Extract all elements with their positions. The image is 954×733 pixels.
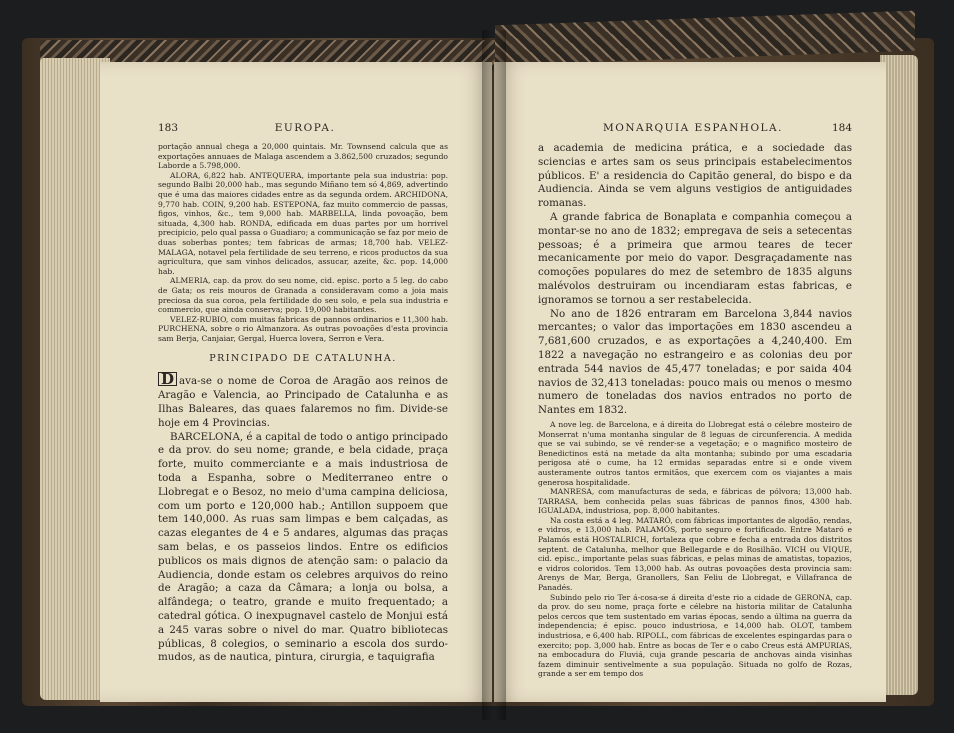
paragraph: Na costa está a 4 leg. MATARÓ, com fábricas importantes de algodão, rendas, e vidros, e 13,000 hab. PALAMÓS, porto seguro e fortificado. Entre Mataró e Palamós está HOSTALRICH, fortaleza que cobre e fecha a entrada dos distritos septent. de Catalunha, melhor que Bellegarde e do Rosilhão. VICH ou VIQUE, cid. episc., importante pelas suas fábricas, e pelas minas de amatistas, topazios, e vidros coloridos. Tem 13,000 hab. As outras povoações desta provincia sam: Arenys de Mar, Berga, Granollers, San Feliu de Llobregat, e Villafranca de Panadés. bbox=[538, 515, 852, 593]
left-head-title: EUROPA. bbox=[274, 122, 336, 134]
paragraph: VELEZ-RUBIO, com muitas fabricas de pannos ordinarios e 11,300 hab. PURCHENA, sobre o rio Almanzora. As outras povoações d'esta provincia sam Berja, Canjaiar, Gergal, Huerca lovera, Serron e Vera. bbox=[158, 314, 448, 343]
left-small-text bbox=[158, 142, 448, 343]
paragraph: ALORA, 6,822 hab. ANTEQUERA, importante pela sua industria: pop. segundo Balbi 20,000 hab., mas segundo Miñano tem só 4,869, advertindo que é uma das maiores cidades entre as da segunda ordem. ARCHIDONA, 9,770 hab. COIN, 9,200 hab. ESTEPONA, faz muito commercio de passas, figos, vinhos, &c., tem 9,000 hab. MARBELLA, linda povoação, bem situada, 4,300 hab. RONDA, edificada em duas partes por um horrivel precipicio, pelo qual passa o Guadiaro; a communicação se faz por meio de duas soberbas pontes; tem fabricas de armas; 18,700 hab. VELEZ-MALAGA, notavel pela fertilidade de seu terreno, e ricos productos da sua agricultura, que sam vinhos delicados, assucar, azeite, &c. pop. 14,000 hab. bbox=[158, 170, 448, 276]
paragraph-text: ava-se o nome de Coroa de Aragão aos reinos de Aragão e Valencia, ao Principado de Catalunha e as Ilhas Baleares, das quaes falaremos no fim. Divide-se hoje em 4 Provincias. bbox=[158, 375, 448, 429]
section-title: PRINCIPADO DE CATALUNHA. bbox=[209, 353, 397, 365]
right-page-number: 184 bbox=[831, 122, 852, 134]
left-page-number: 183 bbox=[158, 122, 179, 134]
right-head-title: MONARQUIA ESPANHOLA. bbox=[603, 122, 783, 134]
left-page bbox=[100, 62, 492, 702]
paragraph: A nove leg. de Barcelona, e á direita do Llobregat está o célebre mosteiro de Monserrat n'uma montanha singular de 8 leguas de circunferencia. A medida que se vai subindo, se vê render-se a vegetação; e o magnifico mosteiro de Benedictinos está na metade da alta montanha; subindo por uma escadaria perigosa até o cume, ha 12 ermidas separadas entre si e onde vivem austeramente outros tantos ermitãos, que exercem com os viajantes a mais generosa hospitalidade. bbox=[538, 419, 852, 487]
paragraph: Subindo pelo rio Ter á-cosa-se á direita d'este rio a cidade de GERONA, cap. da prov. do seu nome, praça forte e célebre na historia militar de Catalunha pelos cercos que tem sustentado em varias épocas, sendo a última na guerra da independencia; é episc. pouco industriosa, e 14,000 hab. OLOT, tambem industriosa, e 6,400 hab. RIPOLL, com fábricas de excelentes espingardas para o exercito; pop. 3,000 hab. Entre as bocas de Ter e o cabo Creus está AMPURIAS, na embocadura do Fluviá, cuja grande pescaria de anchovas ainda visinhas fazem diminuir sentivelmente a sua população. Situada no golfo de Rozas, grande a ser em tempo dos bbox=[538, 592, 852, 679]
paragraph: a academia de medicina prática, e a sociedade das sciencias e artes sam os seus principais estabelecimentos públicos. E' a residencia do Capitão general, do bispo e da Audiencia. Ainda se vem alguns vestigios de antiguidades romanas. bbox=[538, 142, 852, 210]
paragraph: MANRESA, com manufacturas de seda, e fábricas de pólvora; 13,000 hab. TARRASA, bem conhecida pelas suas fábricas de pannos finos, 4300 hab. IGUALADA, industriosa, pop. 8,000 habitantes. bbox=[538, 487, 852, 516]
right-large-text bbox=[538, 142, 852, 418]
left-large-text bbox=[158, 372, 448, 665]
paragraph bbox=[158, 372, 448, 430]
paragraph: portação annual chega a 20,000 quintais. Mr. Townsend calcula que as exportações annuaes de Malaga ascendem a 3.862,500 cruzados; segundo Laborde a 5.798,000. bbox=[158, 142, 448, 171]
left-running-head bbox=[158, 122, 448, 134]
paragraph: ALMERIA, cap. da prov. do seu nome, cid. episc. porto a 5 leg. do cabo de Gata; os reis mouros de Granada a consideravam como a joia mais preciosa da sua coroa, pela fertilidade do seu solo, e pela sua industria e commercio, que ainda conserva; pop. 19,000 habitantes. bbox=[158, 276, 448, 315]
right-running-head bbox=[538, 122, 852, 134]
drop-cap: D bbox=[158, 372, 177, 386]
right-page bbox=[494, 62, 886, 702]
paragraph: BARCELONA, é a capital de todo o antigo principado e da prov. do seu nome; grande, e bela cidade, praça forte, muito commerciante e a mais industriosa de toda a Espanha, sobre o Mediterraneo entre o Llobregat e o Besoz, no meio d'uma campina deliciosa, com um porto e 120,000 hab.; Antillon suppoem que tem 140,000. As ruas sam limpas e bem calçadas, as cazas elegantes de 4 e 5 andares, algumas das praças sam belas, e os passeios lindos. Entre os edificios publicos os mais dignos de atenção sam: o palacio da Audiencia, donde estam os celebres arquivos do reino de Aragão; a caza da Câmara; a lonja ou bolsa, a alfândega; o teatro, grande e muito frequentado; a catedral gótica. O inexpugnavel castelo de Monjui está a 245 varas sobre o nivel do mar. Quatro bibliotecas públicas, 8 colegios, o seminario a escola dos surdo-mudos, as de nautica, pintura, cirurgia, e taquigrafia bbox=[158, 430, 448, 664]
right-small-text bbox=[538, 420, 852, 679]
paragraph: A grande fabrica de Bonaplata e companhia começou a montar-se no ano de 1832; empregava de seis a setecentas pessoas; é a primeira que armou teares de tecer mecanicamente por meio do vapor. Desgraçadamente nas comoções populares do mez de setembro de 1835 alguns malévolos destruiram ou incendiaram estas fabricas, e ignoramos se tornou a ser restabelecida. bbox=[538, 210, 852, 306]
paragraph: No ano de 1826 entraram em Barcelona 3,844 navios mercantes; o valor das importações em 1830 ascendeu a 7,681,600 cruzados, e as exportações a 4,240,400. Em 1822 a navegação no estrangeiro e as colonias deu por entrada 544 navios de 45,477 toneladas; e por saida 404 navios de 32,413 toneladas: pouco mais ou menos o mesmo numero de toneladas dos navios entrados no porto de Nantes em 1832. bbox=[538, 307, 852, 417]
